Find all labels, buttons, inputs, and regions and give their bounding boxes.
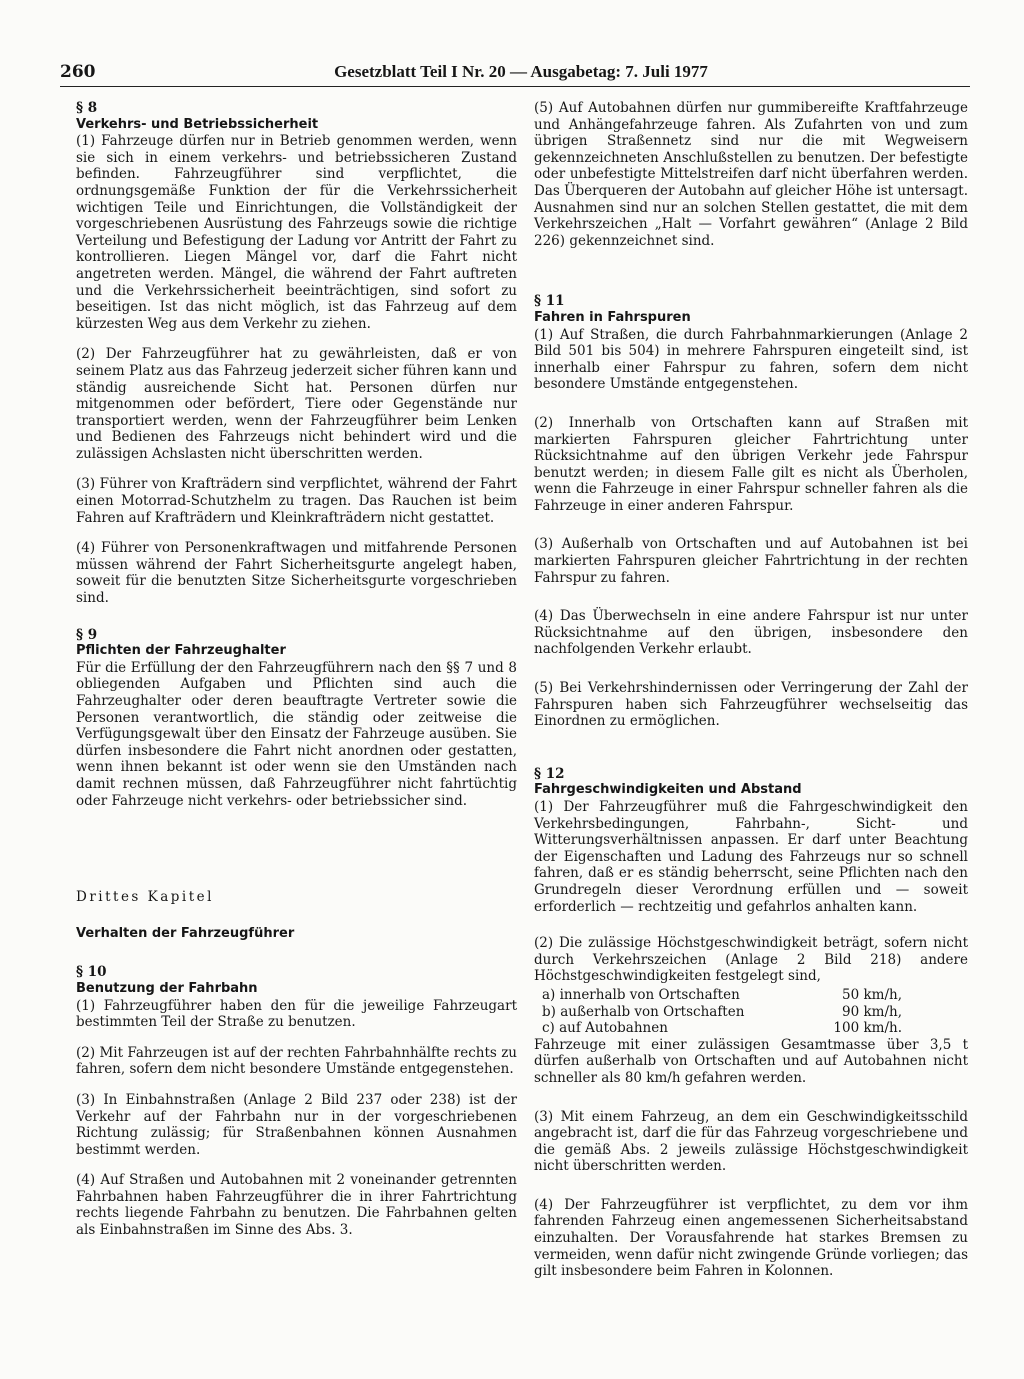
left-column [76, 100, 517, 1239]
paragraph: (2) Mit Fahrzeugen ist auf der rechten Fahrbahnhälfte rechts zu fahren, sofern dem nicht besondere Umstände entgegenstehen. [76, 1044, 517, 1078]
paragraph: (3) Führer von Krafträdern sind verpflichtet, während der Fahrt einen Motorrad-Schutzhelm zu tragen. Das Rauchen ist beim Fahren auf Krafträdern und Kleinkrafträdern nicht gestattet. [76, 476, 517, 526]
speed-row-label: c) auf Autobahnen [542, 1020, 668, 1037]
section-9-number: § 9 [76, 626, 98, 643]
paragraph: (3) In Einbahnstraßen (Anlage 2 Bild 237 oder 238) ist der Verkehr auf der Fahrbahn nur in der vorgeschriebenen Richtung zulässig; für Straßenbahnen können Ausnahmen bestimmt werden. [76, 1091, 517, 1158]
speed-row [534, 1004, 968, 1021]
section-12-title: Fahrgeschwindigkeiten und Abstand [534, 782, 802, 798]
section-10-title: Benutzung der Fahrbahn [76, 980, 258, 996]
chapter-title: Verhalten der Fahrzeugführer [76, 925, 295, 941]
chapter-heading: Drittes Kapitel [76, 889, 214, 906]
speed-row-value: 90 km/h, [842, 1003, 902, 1020]
paragraph: (2) Die zulässige Höchstgeschwindigkeit beträgt, sofern nicht durch Verkehrszeichen (Anlage 2 Bild 218) andere Höchstgeschwindigkeiten festgelegt sind, [534, 935, 968, 985]
paragraph: (1) Fahrzeuge dürfen nur in Betrieb genommen werden, wenn sie sich in einem verkehrs- und betriebssicheren Zustand befinden. Fahrzeugführer sind verpflichtet, die ordnungsgemäße Funktion der für die Verkehrssicherheit wichtigen Teile und Einrichtungen, die Vollständigkeit der vorgeschriebenen Ausrüstung des Fahrzeugs sowie die richtige Verteilung und Befestigung der Ladung vor Antritt der Fahrt zu kontrollieren. Liegen Mängel vor, darf die Fahrt nicht angetreten werden. Mängel, die während der Fahrt auftreten und die Verkehrssicherheit beeinträchtigen, sind sofort zu beseitigen. Ist das nicht möglich, ist das Fahrzeug auf dem kürzesten Weg aus dem Verkehr zu ziehen. [76, 133, 517, 332]
speed-row-label: b) außerhalb von Ortschaften [542, 1003, 745, 1020]
speed-row-label: a) innerhalb von Ortschaften [542, 986, 740, 1003]
paragraph: (2) Der Fahrzeugführer hat zu gewährleisten, daß er von seinem Platz aus das Fahrzeug jederzeit sicher führen kann und ständig ausreichende Sicht hat. Personen dürfen nur mitgenommen oder befördert, Tiere oder Gegenstände nur transportiert werden, wenn der Fahrzeugführer beim Lenken und Bedienen des Fahrzeugs nicht behindert wird und die zulässigen Achslasten nicht überschritten werden. [76, 346, 517, 462]
header-rule [60, 86, 970, 87]
right-column [534, 100, 968, 1280]
paragraph: (3) Mit einem Fahrzeug, an dem ein Geschwindigkeitsschild angebracht ist, darf die für das Fahrzeug vorgeschriebene und die gemäß Abs. 2 jeweils zulässige Höchstgeschwindigkeit nicht überschritten werden. [534, 1108, 968, 1175]
section-9-title: Pflichten der Fahrzeughalter [76, 643, 286, 659]
section-12-number: § 12 [534, 765, 565, 782]
paragraph: (4) Auf Straßen und Autobahnen mit 2 voneinander getrennten Fahrbahnen haben Fahrzeugführer die in ihrer Fahrtrichtung rechts liegende Fahrbahn zu benutzen. Die Fahrbahnen gelten als Einbahnstraßen im Sinne des Abs. 3. [76, 1172, 517, 1239]
page-number: 260 [60, 62, 96, 82]
paragraph: (1) Fahrzeugführer haben den für die jeweilige Fahrzeugart bestimmten Teil der Straße zu benutzen. [76, 997, 517, 1031]
section-8-number: § 8 [76, 100, 98, 116]
running-title: Gesetzblatt Teil I Nr. 20 — Ausgabetag: 7. Juli 1977 [334, 62, 708, 81]
paragraph: (2) Innerhalb von Ortschaften kann auf Straßen mit markierten Fahrspuren gleicher Fahrtrichtung unter Rücksichtnahme auf den übrigen Verkehr jede Fahrspur benutzt werden; in diesem Falle gilt es nicht als Überholen, wenn die Fahrzeuge in einer Fahrspur schneller fahren als die Fahrzeuge in einer anderen Fahrspur. [534, 414, 968, 514]
paragraph: (5) Bei Verkehrshindernissen oder Verringerung der Zahl der Fahrspuren haben sich Fahrzeugführer wechselseitig das Einordnen zu ermöglichen. [534, 680, 968, 730]
paragraph: (3) Außerhalb von Ortschaften und auf Autobahnen ist bei markierten Fahrspuren gleicher Fahrtrichtung in der rechten Fahrspur zu fahren. [534, 536, 968, 586]
paragraph: (1) Auf Straßen, die durch Fahrbahnmarkierungen (Anlage 2 Bild 501 bis 504) in mehrere Fahrspuren eingeteilt sind, ist innerhalb einer Fahrspur zu fahren, sofern dem nicht besondere Umstände entgegenstehen. [534, 326, 968, 393]
paragraph: Für die Erfüllung der den Fahrzeugführern nach den §§ 7 und 8 obliegenden Aufgaben und Pflichten sind auch die Fahrzeughalter oder deren beauftragte Vertreter sowie die Personen verantwortlich, die ständig oder zeitweise die Verfügungsgewalt über den Einsatz der Fahrzeuge ausüben. Sie dürfen insbesondere die Fahrt nicht anordnen oder gestatten, wenn ihnen bekannt ist oder wenn sie den Umständen nach damit rechnen müssen, daß Fahrzeugführer nicht fahrtüchtig oder Fahrzeuge nicht verkehrs- oder betriebssicher sind. [76, 659, 517, 809]
section-11-number: § 11 [534, 293, 565, 310]
section-8-title: Verkehrs- und Betriebssicherheit [76, 116, 319, 132]
page-header [60, 62, 972, 86]
paragraph: (5) Auf Autobahnen dürfen nur gummibereifte Kraftfahrzeuge und Anhängefahrzeuge fahren. Als Zufahrten von und zum übrigen Straßennetz sind nur die mit Wegweisern gekennzeichneten Anschlußstellen zu benutzen. Der befestigte oder unbefestigte Mittelstreifen darf nicht überfahren werden. Das Überqueren der Autobahn auf gleicher Höhe ist untersagt. Ausnahmen sind nur an solchen Stellen gestattet, die mit dem Verkehrszeichen „Halt — Vorfahrt gewähren“ (Anlage 2 Bild 226) gekennzeichnet sind. [534, 100, 968, 249]
paragraph: (4) Der Fahrzeugführer ist verpflichtet, zu dem vor ihm fahrenden Fahrzeug einen angemessenen Sicherheitsabstand einzuhalten. Der Vorausfahrende hat starkes Bremsen zu vermeiden, wenn dafür nicht zwingende Gründe vorliegen; das gilt insbesondere beim Fahren in Kolonnen. [534, 1196, 968, 1280]
section-11-title: Fahren in Fahrspuren [534, 309, 691, 325]
speed-row [534, 987, 968, 1004]
speed-row-value: 100 km/h. [833, 1020, 902, 1037]
paragraph: (1) Der Fahrzeugführer muß die Fahrgeschwindigkeit den Verkehrsbedingungen, Fahrbahn-, Sicht- und Witterungsverhältnissen anpassen. Er darf unter Beachtung der Eigenschaften und Ladung des Fahrzeugs nur so schnell fahren, daß er es ständig beherrscht, seine Pflichten nach den Grundregeln dieser Verordnung erfüllen und — soweit erforderlich — rechtzeitig und gefahrlos anhalten kann. [534, 799, 968, 915]
paragraph: Fahrzeuge mit einer zulässigen Gesamtmasse über 3,5 t dürfen außerhalb von Ortschaften und auf Autobahnen nicht schneller als 80 km/h gefahren werden. [534, 1036, 968, 1086]
speed-row-value: 50 km/h, [842, 986, 902, 1003]
section-10-number: § 10 [76, 964, 107, 981]
speed-limit-table [534, 987, 968, 1037]
paragraph: (4) Das Überwechseln in eine andere Fahrspur ist nur unter Rücksichtnahme auf den übrigen, insbesondere den nachfolgenden Verkehr erlaubt. [534, 608, 968, 658]
speed-row [534, 1020, 968, 1037]
paragraph: (4) Führer von Personenkraftwagen und mitfahrende Personen müssen während der Fahrt Sicherheitsgurte angelegt haben, soweit für die benutzten Sitze Sicherheitsgurte vorgeschrieben sind. [76, 540, 517, 607]
